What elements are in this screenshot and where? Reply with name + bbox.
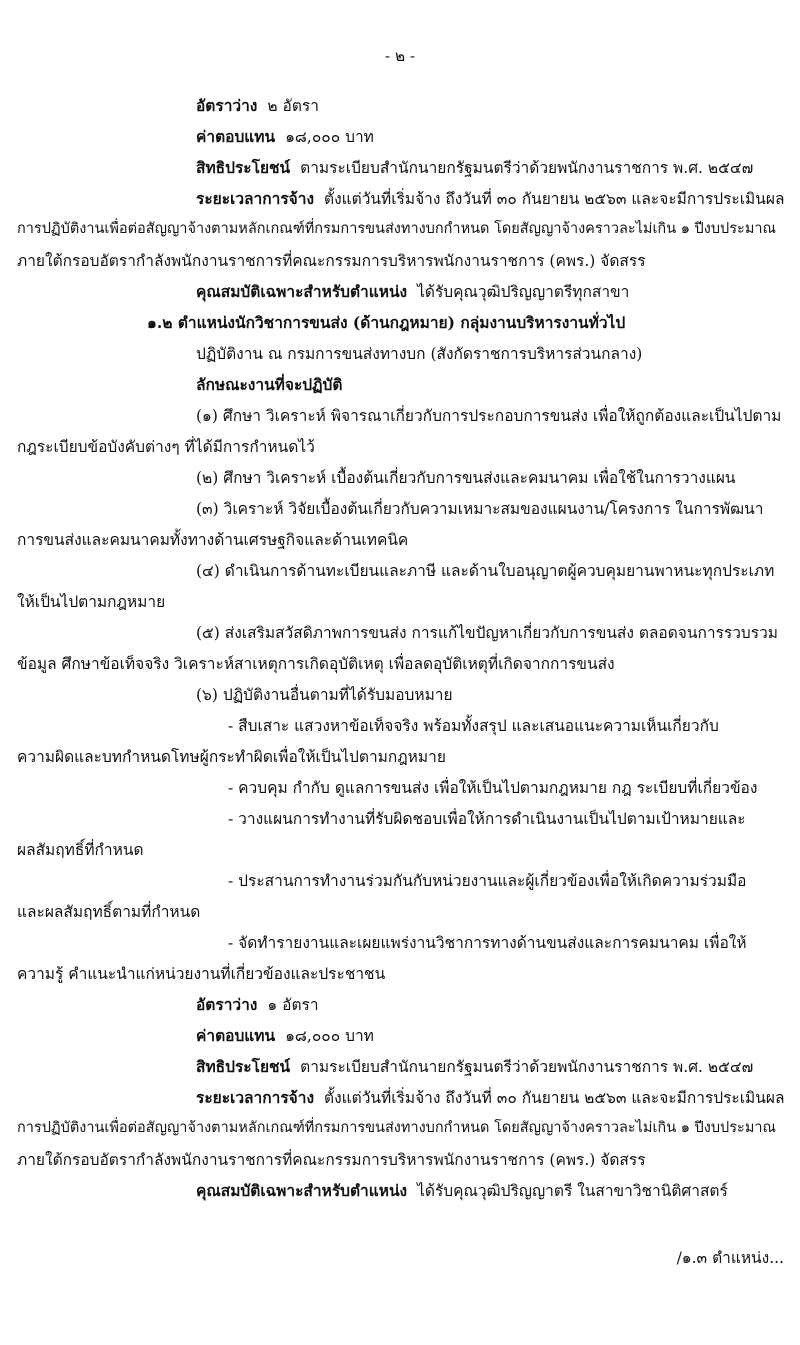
benefit-label: สิทธิประโยชน์ <box>196 158 291 177</box>
subduty-1-continued: ความผิดและบทกำหนดโทษผู้กระทำผิดเพื่อให้เป็นไปตามกฎหมาย <box>17 748 446 766</box>
pay-value: ๑๘,๐๐๐ บาท <box>285 128 374 146</box>
pay-label: ค่าตอบแทน <box>196 1026 276 1045</box>
duty-6: (๖) ปฏิบัติงานอื่นตามที่ได้รับมอบหมาย <box>196 686 453 704</box>
duty-1-continued: กฎระเบียบข้อบังคับต่างๆ ที่ได้มีการกำหนดไว้ <box>17 438 315 456</box>
qualification-value: ได้รับคุณวุฒิปริญญาตรี ในสาขาวิชานิติศาสตร์ <box>417 1182 728 1200</box>
vacancy-value: ๒ อัตรา <box>267 97 319 115</box>
vacancy-label: อัตราว่าง <box>196 995 258 1014</box>
vacancy-line-1 <box>196 96 319 117</box>
duty-5: (๕) ส่งเสริมสวัสดิภาพการขนส่ง การแก้ไขปัญหาเกี่ยวกับการขนส่ง ตลอดจนการรวบรวม <box>196 624 779 642</box>
vacancy-value: ๑ อัตรา <box>267 996 319 1014</box>
qualification-label: คุณสมบัติเฉพาะสำหรับตำแหน่ง <box>196 282 408 301</box>
pay-line-2 <box>196 1026 374 1047</box>
period-label: ระยะเวลาการจ้าง <box>196 189 315 208</box>
period-value: ตั้งแต่วันที่เริ่มจ้าง ถึงวันที่ ๓๐ กันยายน ๒๕๖๓ และจะมีการประเมินผล <box>324 1089 785 1107</box>
qualification-line-1 <box>196 282 629 303</box>
benefit-value: ตามระเบียบสำนักนายกรัฐมนตรีว่าด้วยพนักงานราชการ พ.ศ. ๒๕๔๗ <box>300 159 754 177</box>
duty-2: (๒) ศึกษา วิเคราะห์ เบื้องต้นเกี่ยวกับการขนส่งและคมนาคม เพื่อใช้ในการวางแผน <box>196 469 736 487</box>
duty-4: (๔) ดำเนินการด้านทะเบียนและภาษี และด้านใบอนุญาตผู้ควบคุมยานพาหนะทุกประเภท <box>196 562 775 580</box>
subduty-1: - สืบเสาะ แสวงหาข้อเท็จจริง พร้อมทั้งสรุป และเสนอแนะความเห็นเกี่ยวกับ <box>228 717 719 735</box>
period-continued-4: ภายใต้กรอบอัตรากำลังพนักงานราชการที่คณะกรรมการบริหารพนักงานราชการ (คพร.) จัดสรร <box>17 1151 646 1169</box>
duty-4-continued: ให้เป็นไปตามกฎหมาย <box>17 593 166 611</box>
subduty-4-continued: และผลสัมฤทธิ์ตามที่กำหนด <box>17 903 201 921</box>
period-line-2 <box>196 1088 784 1109</box>
subduty-5: - จัดทำรายงานและเผยแพร่งานวิชาการทางด้านขนส่งและการคมนาคม เพื่อให้ <box>228 934 747 952</box>
qualification-value: ได้รับคุณวุฒิปริญญาตรีทุกสาขา <box>417 283 630 301</box>
qualification-label: คุณสมบัติเฉพาะสำหรับตำแหน่ง <box>196 1181 408 1200</box>
subduty-2: - ควบคุม กำกับ ดูแลการขนส่ง เพื่อให้เป็นไปตามกฎหมาย กฎ ระเบียบที่เกี่ยวข้อง <box>228 779 758 797</box>
period-continued-3: การปฏิบัติงานเพื่อต่อสัญญาจ้างตามหลักเกณฑ์ที่กรมการขนส่งทางบกกำหนด โดยสัญญาจ้างคราวละไม่เกิน ๑ ปีงบประมาณ <box>17 1120 776 1136</box>
work-location: ปฏิบัติงาน ณ กรมการขนส่งทางบก (สังกัดราชการบริหารส่วนกลาง) <box>196 345 643 363</box>
pay-line-1 <box>196 127 374 148</box>
benefit-value: ตามระเบียบสำนักนายกรัฐมนตรีว่าด้วยพนักงานราชการ พ.ศ. ๒๕๔๗ <box>300 1058 754 1076</box>
benefit-line-1 <box>196 158 753 179</box>
pay-value: ๑๘,๐๐๐ บาท <box>285 1027 374 1045</box>
qualification-line-2 <box>196 1181 728 1202</box>
period-continued-2: ภายใต้กรอบอัตรากำลังพนักงานราชการที่คณะกรรมการบริหารพนักงานราชการ (คพร.) จัดสรร <box>17 252 646 270</box>
subduty-3: - วางแผนการทำงานที่รับผิดชอบเพื่อให้การดำเนินงานเป็นไปตามเป้าหมายและ <box>228 810 746 828</box>
subduty-3-continued: ผลสัมฤทธิ์ที่กำหนด <box>17 841 144 859</box>
duty-3-continued: การขนส่งและคมนาคมทั้งทางด้านเศรษฐกิจและด้านเทคนิค <box>17 531 409 549</box>
vacancy-label: อัตราว่าง <box>196 96 258 115</box>
duty-3: (๓) วิเคราะห์ วิจัยเบื้องต้นเกี่ยวกับความเหมาะสมของแผนงาน/โครงการ ในการพัฒนา <box>196 500 764 518</box>
section-heading: ๑.๒ ตำแหน่งนักวิชาการขนส่ง (ด้านกฎหมาย) กลุ่มงานบริหารงานทั่วไป <box>147 313 626 332</box>
benefit-line-2 <box>196 1057 753 1078</box>
vacancy-line-2 <box>196 995 319 1016</box>
page-number: - ๒ - <box>384 47 416 65</box>
period-label: ระยะเวลาการจ้าง <box>196 1088 315 1107</box>
pay-label: ค่าตอบแทน <box>196 127 276 146</box>
duty-5-continued: ข้อมูล ศึกษาข้อเท็จจริง วิเคราะห์สาเหตุการเกิดอุบัติเหตุ เพื่อลดอุบัติเหตุที่เกิดจากการขนส่ง <box>17 655 615 673</box>
benefit-label: สิทธิประโยชน์ <box>196 1057 291 1076</box>
period-line-1 <box>196 189 784 210</box>
period-value: ตั้งแต่วันที่เริ่มจ้าง ถึงวันที่ ๓๐ กันยายน ๒๕๖๓ และจะมีการประเมินผล <box>324 190 785 208</box>
subduty-4: - ประสานการทำงานร่วมกันกับหน่วยงานและผู้เกี่ยวข้องเพื่อให้เกิดความร่วมมือ <box>228 872 747 890</box>
period-continued-1: การปฏิบัติงานเพื่อต่อสัญญาจ้างตามหลักเกณฑ์ที่กรมการขนส่งทางบกกำหนด โดยสัญญาจ้างคราวละไม่เกิน ๑ ปีงบประมาณ <box>17 221 776 237</box>
subduty-5-continued: ความรู้ คำแนะนำแก่หน่วยงานที่เกี่ยวข้องและประชาชน <box>17 965 386 983</box>
continuation-marker: /๑.๓ ตำแหน่ง... <box>676 1249 784 1267</box>
duties-title: ลักษณะงานที่จะปฏิบัติ <box>196 375 343 394</box>
duty-1: (๑) ศึกษา วิเคราะห์ พิจารณาเกี่ยวกับการประกอบการขนส่ง เพื่อให้ถูกต้องและเป็นไปตาม <box>196 407 782 425</box>
